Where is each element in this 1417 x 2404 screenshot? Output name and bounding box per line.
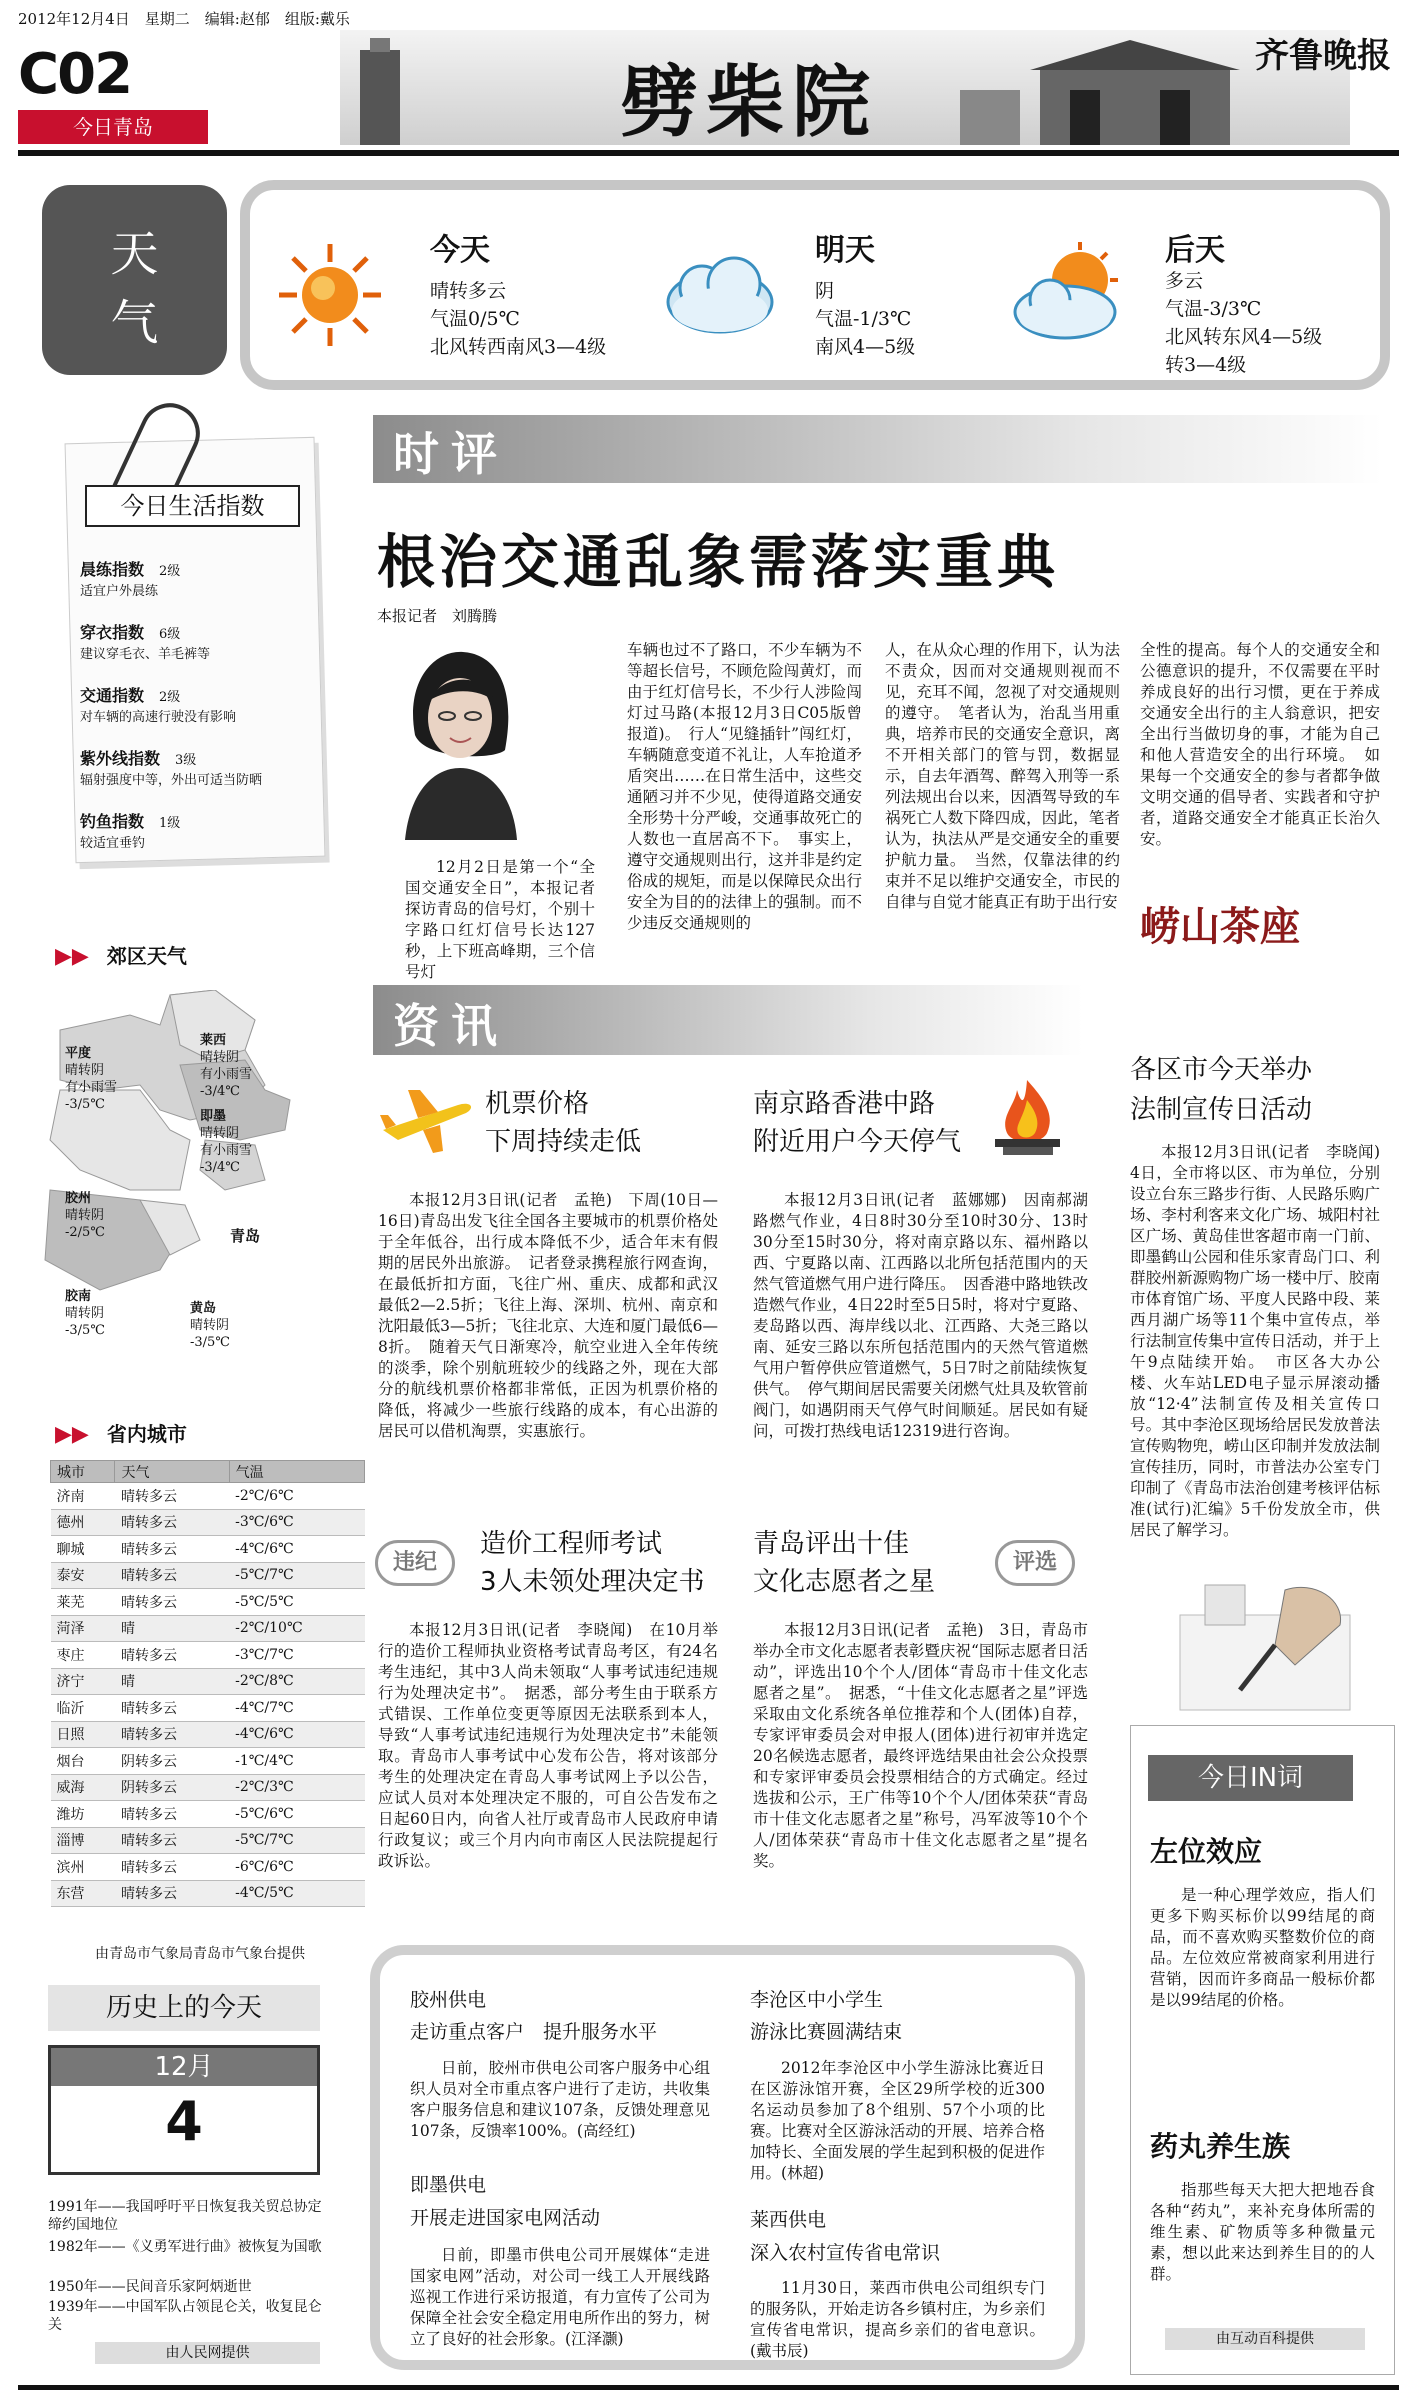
- life-index-desc: 辐射强度中等，外出可适当防晒: [80, 773, 263, 788]
- table-row: [51, 1880, 365, 1907]
- brief-headline: 开展走进国家电网活动: [410, 2207, 601, 2229]
- table-row: [51, 1668, 365, 1695]
- cloud-icon: [660, 240, 780, 350]
- term-headline: 左位效应: [1150, 1835, 1263, 1868]
- forecast-condition: 多云: [1165, 270, 1204, 292]
- table-row: [51, 1589, 365, 1616]
- forecast-tomorrow: [660, 215, 1020, 375]
- table-cell: -4℃/5℃: [229, 1880, 364, 1907]
- violation-badge: 违纪: [375, 1540, 455, 1586]
- brief-headline: 游泳比赛圆满结束: [750, 2021, 903, 2043]
- table-cell: -2℃/6℃: [229, 1483, 364, 1510]
- table-cell: 济南: [51, 1483, 115, 1510]
- table-cell: -4℃/7℃: [229, 1695, 364, 1722]
- forecast-temp: 气温-1/3℃: [815, 308, 912, 330]
- area-temp: -3/4℃: [200, 1160, 240, 1175]
- table-cell: 晴转多云: [115, 1854, 229, 1881]
- news-article-body: 本报12月3日讯(记者 李晓闻) 在10月举行的造价工程师执业资格考试青岛考区，有24名考生违纪，其中3人尚未领取“人事考试违纪违规行为处理决定书”。 据悉，部分考生由于联系方式错误、工作单位变更等原因无法联系到本人，导致“人事考试违纪违规行为处理决定书”未能领取。青岛市人事考试中心发布公告，将对该部分考生的处理决定在青岛人事考试网上予以公告，应试人员对本处理决定不服的，可自公告发布之日起60日内，向省人社厅或青岛市人民政府申请行政复议；或三个月内向市南区人民法院提起行政诉讼。: [378, 1621, 718, 1870]
- news-headline: [485, 1085, 641, 1161]
- calendar-day: 4: [165, 2090, 203, 2153]
- table-cell: -3℃/7℃: [229, 1642, 364, 1669]
- section-tag: 今日青岛: [18, 110, 208, 144]
- table-cell: 晴转多云: [115, 1509, 229, 1536]
- table-cell: 晴转多云: [115, 1562, 229, 1589]
- table-cell: 晴转多云: [115, 1880, 229, 1907]
- selection-badge: 评选: [995, 1540, 1075, 1586]
- province-source: 由青岛市气象局青岛市气象台提供: [95, 1946, 305, 1962]
- table-row: [51, 1827, 365, 1854]
- forecast-wind: 北风转西南风3—4级: [430, 336, 607, 358]
- forecast-wind: 南风4—5级: [815, 336, 916, 358]
- commentary-section-bar: [373, 415, 1383, 483]
- commentary-col-4: 全性的提高。每个人的交通安全和公德意识的提升，不仅需要在平时养成良好的出行习惯，更在于养成交通安全出行的主人翁意识，把安全出行当做切身的事，才能为自己和他人营造安全的出行环境。 如果每一个交通安全的参与者都争做文明交通的倡导者、实践者和守护者，道路交通安全才能真正长治久安。: [1140, 641, 1380, 848]
- in-word-title: 今日IN词: [1148, 1755, 1353, 1801]
- map-area-label: [200, 1108, 252, 1176]
- table-cell: -2℃/8℃: [229, 1668, 364, 1695]
- table-cell: 菏泽: [51, 1615, 115, 1642]
- term-description: 是一种心理学效应，指人们更多下购买标价以99结尾的商品，而不喜欢购买整数价位的商品。左位效应常被商家利用进行营销，因而许多商品一般标价都是以99结尾的价格。: [1150, 1886, 1375, 2009]
- province-weather-header: [55, 1418, 187, 1447]
- table-cell: 晴转多云: [115, 1827, 229, 1854]
- history-source: 由人民网提供: [95, 2342, 320, 2364]
- life-index-item: [80, 812, 330, 852]
- table-cell: -3℃/6℃: [229, 1509, 364, 1536]
- header-rule: [18, 150, 1399, 156]
- table-row: [51, 1562, 365, 1589]
- table-cell: 晴转多云: [115, 1536, 229, 1563]
- table-cell: 临沂: [51, 1695, 115, 1722]
- area-temp: -2/5℃: [65, 1225, 105, 1240]
- table-cell: 泰安: [51, 1562, 115, 1589]
- life-index-item: [80, 749, 330, 789]
- table-cell: -4℃/6℃: [229, 1536, 364, 1563]
- news-headline-line: 青岛评出十佳: [753, 1529, 910, 1559]
- forecast-day-name: 今天: [430, 233, 490, 268]
- news-headline-line: 南京路香港中路: [753, 1089, 936, 1119]
- table-cell: -1℃/4℃: [229, 1748, 364, 1775]
- life-index-desc: 建议穿毛衣、羊毛裤等: [80, 647, 211, 662]
- table-cell: -2℃/10℃: [229, 1615, 364, 1642]
- table-cell: -2℃/3℃: [229, 1774, 364, 1801]
- forecast-temp: 气温-3/3℃: [1165, 298, 1262, 320]
- area-name: 胶南: [65, 1289, 92, 1304]
- news-headline-line: 机票价格: [485, 1089, 590, 1119]
- column-header: 城市: [51, 1461, 115, 1483]
- life-index-level: 3级: [175, 753, 197, 768]
- table-cell: 淄博: [51, 1827, 115, 1854]
- history-event: 1950年——民间音乐家阿炳逝世: [48, 2279, 252, 2295]
- table-cell: 晴转多云: [115, 1483, 229, 1510]
- life-index-item: [80, 686, 330, 726]
- suburb-weather-header: [55, 940, 187, 969]
- history-event: 1982年——《义勇军进行曲》被恢复为国歌: [48, 2239, 322, 2255]
- table-cell: 阴转多云: [115, 1748, 229, 1775]
- news-article-body: 本报12月3日讯(记者 蓝娜娜) 因南郝湖路燃气作业，4日8时30分至10时30分、13时30分至15时30分，将对南京路以东、福州路以西、宁夏路以南、江西路以北所包括范围内的天然气管道燃气用户进行降压。 因香港中路地铁改造燃气作业，4日22时至5日5时，将对宁夏路、麦岛路以西、海岸线以北、江西路、大尧三路以南、延安三路以东所包括范围内的天然气管道燃气用户暂停供应管道燃气，5日7时之前陆续恢复供气。 停气期间居民需要关闭燃气灶具及软管前阀门，如遇阴雨天气停气时间顺延。居民如有疑问，可拨打热线电话12319进行咨询。: [753, 1191, 1088, 1440]
- brief-headline: 走访重点客户 提升服务水平: [410, 2021, 658, 2043]
- forecast-day-name: 后天: [1165, 233, 1225, 268]
- news-headline-line: 造价工程师考试: [480, 1529, 663, 1559]
- table-cell: 枣庄: [51, 1642, 115, 1669]
- life-index-desc: 较适宜垂钓: [80, 836, 146, 851]
- in-word-source: 由互动百科提供: [1165, 2328, 1365, 2350]
- life-index-desc: 对车辆的高速行驶没有影响: [80, 710, 237, 725]
- life-index-level: 2级: [159, 564, 181, 579]
- forecast-condition: 阴: [815, 280, 835, 302]
- footer-rule: [18, 2385, 1399, 2390]
- area-name: 平度: [65, 1046, 92, 1061]
- table-cell: 晴: [115, 1668, 229, 1695]
- news-headline-line: 下周持续走低: [485, 1127, 642, 1157]
- table-row: [51, 1748, 365, 1775]
- table-cell: 阴转多云: [115, 1774, 229, 1801]
- news-headline-line: 各区市今天举办: [1130, 1055, 1313, 1085]
- table-cell: 晴转多云: [115, 1721, 229, 1748]
- commentary-col-1: 12月2日是第一个“全国交通安全日”，本报记者探访青岛的信号灯，个别十字路口红灯信号长达127秒，上下班高峰期，三个信号灯: [405, 858, 595, 981]
- arrow-icon: ▶▶: [55, 944, 89, 969]
- term-headline: 药丸养生族: [1150, 2130, 1291, 2163]
- table-cell: 晴转多云: [115, 1801, 229, 1828]
- life-index-desc: 适宜户外晨练: [80, 584, 159, 599]
- life-index-title: 今日生活指数: [85, 485, 300, 527]
- news-headline: [480, 1525, 705, 1601]
- life-index-item: [80, 623, 330, 663]
- area-weather: 晴转阴: [200, 1126, 240, 1141]
- table-cell: 日照: [51, 1721, 115, 1748]
- history-title: 历史上的今天: [48, 1985, 320, 2031]
- weather-forecast-box: [240, 180, 1390, 390]
- table-row: [51, 1695, 365, 1722]
- table-cell: 聊城: [51, 1536, 115, 1563]
- life-index-name: 交通指数: [80, 686, 145, 705]
- table-cell: -5℃/6℃: [229, 1801, 364, 1828]
- brief-headline: 深入农村宣传省电常识: [750, 2242, 941, 2264]
- map-area-label: [65, 1045, 117, 1113]
- news-headline-line: 3人未领处理决定书: [480, 1567, 705, 1597]
- table-cell: -5℃/7℃: [229, 1562, 364, 1589]
- brief-body: 11月30日，莱西市供电公司组织专门的服务队，开始走访各乡镇村庄，为乡亲们宣传省电常识，提高乡亲们的省电意识。(戴书辰): [750, 2279, 1045, 2360]
- table-cell: 晴转多云: [115, 1589, 229, 1616]
- brief-category: 莱西供电: [750, 2209, 827, 2231]
- table-cell: 晴转多云: [115, 1642, 229, 1669]
- calendar-month: 12月: [51, 2048, 317, 2086]
- table-row: [51, 1483, 365, 1510]
- life-index-level: 2级: [159, 690, 181, 705]
- table-row: [51, 1774, 365, 1801]
- news-article-body: 本报12月3日讯(记者 孟艳) 下周(10日—16日)青岛出发飞往全国各主要城市的机票价格处于全年低谷，出行成本降低不少，适合年末有假期的居民外出旅游。 记者登录携程旅行网查询，在最低折扣方面，飞往广州、重庆、成都和武汉最低2—2.5折；飞往上海、深圳、杭州、南京和沈阳最低3—5折；飞往北京、大连和厦门最低6—8折。 随着天气日渐寒冷，航空业进入全年传统的淡季，除个别航班较少的线路之外，现在大部分的航线机票价格都非常低，正因为机票价格的降低，将减少一些旅行线路的成本，有心出游的居民可以借机淘票，实惠旅行。: [378, 1191, 718, 1440]
- weather-badge-cn: 天气: [110, 226, 189, 351]
- map-area-label: [65, 1288, 105, 1339]
- table-cell: 东营: [51, 1880, 115, 1907]
- weather-badge-en: WEATHER: [47, 371, 222, 409]
- history-event: 1939年——中国军队占领昆仑关，收复昆仑关: [48, 2299, 322, 2333]
- pen-writing-icon: [1165, 1565, 1365, 1725]
- news-headline: [753, 1525, 935, 1601]
- area-weather: 晴转阴: [190, 1318, 230, 1333]
- weather-badge: [42, 185, 227, 409]
- table-cell: 滨州: [51, 1854, 115, 1881]
- page-code: C02: [18, 42, 132, 107]
- brief-body: 日前，即墨市供电公司开展媒体“走进国家电网”活动，对公司一线工人开展线路巡视工作进行采访报道，有力宣传了公司为保障全社会安全稳定用电所作出的努力，树立了良好的社会形象。(江泽灏): [410, 2246, 710, 2348]
- gas-flame-icon: [985, 1075, 1070, 1160]
- table-cell: 晴转多云: [115, 1695, 229, 1722]
- brief-body: 日前，胶州市供电公司客户服务中心组织人员对全市重点客户进行了走访，共收集客户服务信息和建议107条，反馈处理意见107条，反馈率100%。(高经红): [410, 2059, 710, 2140]
- brief-category: 李沧区中小学生: [750, 1989, 884, 2011]
- province-table-body: [51, 1483, 365, 1907]
- table-cell: 威海: [51, 1774, 115, 1801]
- forecast-day-name: 明天: [815, 233, 875, 268]
- banner-title: 劈柴院: [620, 57, 879, 148]
- table-row: [51, 1642, 365, 1669]
- area-temp: -3/5℃: [190, 1335, 230, 1350]
- area-weather: 晴转阴: [65, 1063, 105, 1078]
- news-section-tag: 资讯: [393, 999, 509, 1053]
- table-cell: 晴: [115, 1615, 229, 1642]
- news-headline-line: 法制宣传日活动: [1130, 1095, 1313, 1125]
- life-index-level: 1级: [159, 816, 181, 831]
- life-index-name: 钓鱼指数: [80, 812, 145, 831]
- commentary-section-tag: 时评: [393, 427, 509, 481]
- commentary-col-2: 车辆也过不了路口，不少车辆为不等超长信号，不顾危险闯黄灯，而由于红灯信号长，不少行人涉险闯灯过马路(本报12月3日C05版曾报道)。 行人“见缝插针”闯红灯，车辆随意变道不礼让，人车抢道矛盾突出……在日常生活中，这些交通陋习并不少见，使得道路交通安全形势十分严峻，交通事故死亡的人数也一直居高不下。 事实上，遵守交通规则出行，这并非是约定俗成的规矩，而是以保障民众出行安全为目的的法律上的强制。而不少违反交通规则的: [627, 641, 862, 932]
- life-index-name: 紫外线指数: [80, 749, 161, 768]
- column-header: 气温: [229, 1461, 364, 1483]
- area-temp: -3/4℃: [200, 1084, 240, 1099]
- table-cell: -5℃/7℃: [229, 1827, 364, 1854]
- map-area-label: [65, 1190, 105, 1241]
- province-weather-table: [50, 1460, 365, 1907]
- area-name: 黄岛: [190, 1301, 217, 1316]
- history-event: 1991年——我国呼吁平日恢复我关贸总协定缔约国地位: [48, 2199, 322, 2233]
- header-meta: 2012年12月4日 星期二 编辑:赵郁 组版:戴乐: [18, 10, 350, 28]
- area-weather: 晴转阴: [200, 1050, 240, 1065]
- area-name: 莱西: [200, 1033, 227, 1048]
- area-temp: -3/5℃: [65, 1097, 105, 1112]
- table-row: [51, 1615, 365, 1642]
- forecast-condition: 晴转多云: [430, 280, 507, 302]
- table-row: [51, 1721, 365, 1748]
- airplane-icon: [378, 1085, 478, 1155]
- laoshan-teahouse-logo: 崂山茶座: [1140, 903, 1300, 950]
- life-index-level: 6级: [159, 627, 181, 642]
- arrow-icon: ▶▶: [55, 1422, 89, 1447]
- table-row: [51, 1509, 365, 1536]
- table-cell: -5℃/5℃: [229, 1589, 364, 1616]
- table-cell: 潍坊: [51, 1801, 115, 1828]
- area-weather-2: 有小雨雪: [200, 1067, 253, 1082]
- brief-body: 2012年李沧区中小学生游泳比赛近日在区游泳馆开赛，全区29所学校的近300名运动员参加了8个组别、57个小项的比赛。比赛对全区游泳活动的开展、培养合格加特长、全面发展的学生起到积极的促进作用。(林超): [750, 2059, 1045, 2182]
- suburb-weather-title: 郊区天气: [106, 944, 187, 968]
- column-header: 天气: [115, 1461, 229, 1483]
- forecast-wind: 北风转东风4—5级: [1165, 326, 1323, 348]
- forecast-day-after: [1010, 215, 1370, 375]
- forecast-temp: 气温0/5℃: [430, 308, 520, 330]
- area-weather: 晴转阴: [65, 1208, 105, 1223]
- forecast-wind-2: 转3—4级: [1165, 354, 1247, 376]
- news-headline-line: 附近用户今天停气: [753, 1127, 962, 1157]
- table-cell: 莱芜: [51, 1589, 115, 1616]
- table-row: [51, 1536, 365, 1563]
- table-cell: -4℃/6℃: [229, 1721, 364, 1748]
- term-description: 指那些每天大把大把地吞食各种“药丸”，来补充身体所需的维生素、矿物质等多种微量元素，想以此来达到养生目的的人群。: [1150, 2181, 1375, 2283]
- news-headline: [1130, 1050, 1312, 1130]
- map-area-label: [200, 1032, 252, 1100]
- news-headline: [753, 1085, 961, 1161]
- table-row: [51, 1854, 365, 1881]
- area-temp: -3/5℃: [65, 1323, 105, 1338]
- map-area-label: 青岛: [230, 1227, 261, 1245]
- province-weather-title: 省内城市: [106, 1422, 187, 1446]
- area-weather-2: 有小雨雪: [65, 1080, 118, 1095]
- brief-category: 胶州供电: [410, 1989, 487, 2011]
- area-name: 即墨: [200, 1109, 227, 1124]
- life-index-item: [80, 560, 330, 600]
- news-headline-line: 文化志愿者之星: [753, 1567, 936, 1597]
- area-name: 胶州: [65, 1191, 92, 1206]
- table-cell: 烟台: [51, 1748, 115, 1775]
- sun-icon: [275, 240, 385, 350]
- area-weather-2: 有小雨雪: [200, 1143, 253, 1158]
- reporter-photo: [395, 640, 525, 840]
- masthead-logo: 齐鲁晚报: [1255, 36, 1391, 76]
- brief-category: 即墨供电: [410, 2174, 487, 2196]
- news-article-body: 本报12月3日讯(记者 孟艳) 3日，青岛市举办全市文化志愿者表彰暨庆祝“国际志愿者日活动”，评选出10个个人/团体“青岛市十佳文化志愿者之星”。 据悉，“十佳文化志愿者之星”评选采取由文化系统各单位推荐和个人(团体)自荐，专家评审委员会对申报人(团体)进行初审并选定20名候选志愿者，最终评选结果由社会公众投票和专家评审委员会投票相结合的方式确定。经过选拔和公示，王广伟等10个个人/团体荣获“青岛市十佳文化志愿者之星”称号，冯军波等10个个人/团体荣获“青岛市十佳文化志愿者之星”提名奖。: [753, 1621, 1088, 1870]
- table-cell: 德州: [51, 1509, 115, 1536]
- area-weather: 晴转阴: [65, 1306, 105, 1321]
- table-cell: 济宁: [51, 1668, 115, 1695]
- life-index-name: 穿衣指数: [80, 623, 145, 642]
- calendar: [48, 2045, 320, 2175]
- life-index-name: 晨练指数: [80, 560, 145, 579]
- news-article-body: 本报12月3日讯(记者 李晓闻) 4日，全市将以区、市为单位，分别设立台东三路步行街、人民路乐购广场、李村利客来文化广场、城阳村社区广场、黄岛佳世客超市南一门前、即墨鹤山公园和佳乐家青岛门口、利群胶州新源购物广场一楼中厅、胶南市体育馆广场、平度人民路中段、莱西月湖广场等11个集中宣传点，举行法制宣传集中宣传日活动，并于上午9点陆续开始。 市区各大办公楼、火车站LED电子显示屏滚动播放“12·4”法制宣传及相关宣传口号。其中李沧区现场给居民发放普法宣传购物兜，崂山区印制并发放法制宣传挂历，同时，市普法办公室专门印制了《青岛市法治创建考核评估标准(试行)汇编》5千份发放全市，供居民了解学习。: [1130, 1143, 1396, 1539]
- commentary-col-3: 人，在从众心理的作用下，认为法不责众，因而对交通规则视而不见，充耳不闻，忽视了对交通规则的遵守。 笔者认为，治乱当用重典，培养市民的交通安全意识，离不开相关部门的管与罚，数据显示，自去年酒驾、醉驾入刑等一系列法规出台以来，因酒驾导致的车祸死亡人数下降四成，因此，笔者认为，执法从严是交通安全的重要护航力量。 当然，仅靠法律的约束并不足以维护交通安全，市民的自律与自觉才能真正有助于出行安: [885, 641, 1120, 911]
- forecast-today: [275, 215, 635, 375]
- table-cell: -6℃/6℃: [229, 1854, 364, 1881]
- partly-cloudy-icon: [1010, 240, 1130, 350]
- table-row: [51, 1801, 365, 1828]
- map-area-label: [190, 1300, 230, 1351]
- commentary-byline: 本报记者 刘腾腾: [377, 607, 498, 625]
- commentary-headline: 根治交通乱象需落实重典: [377, 528, 1060, 596]
